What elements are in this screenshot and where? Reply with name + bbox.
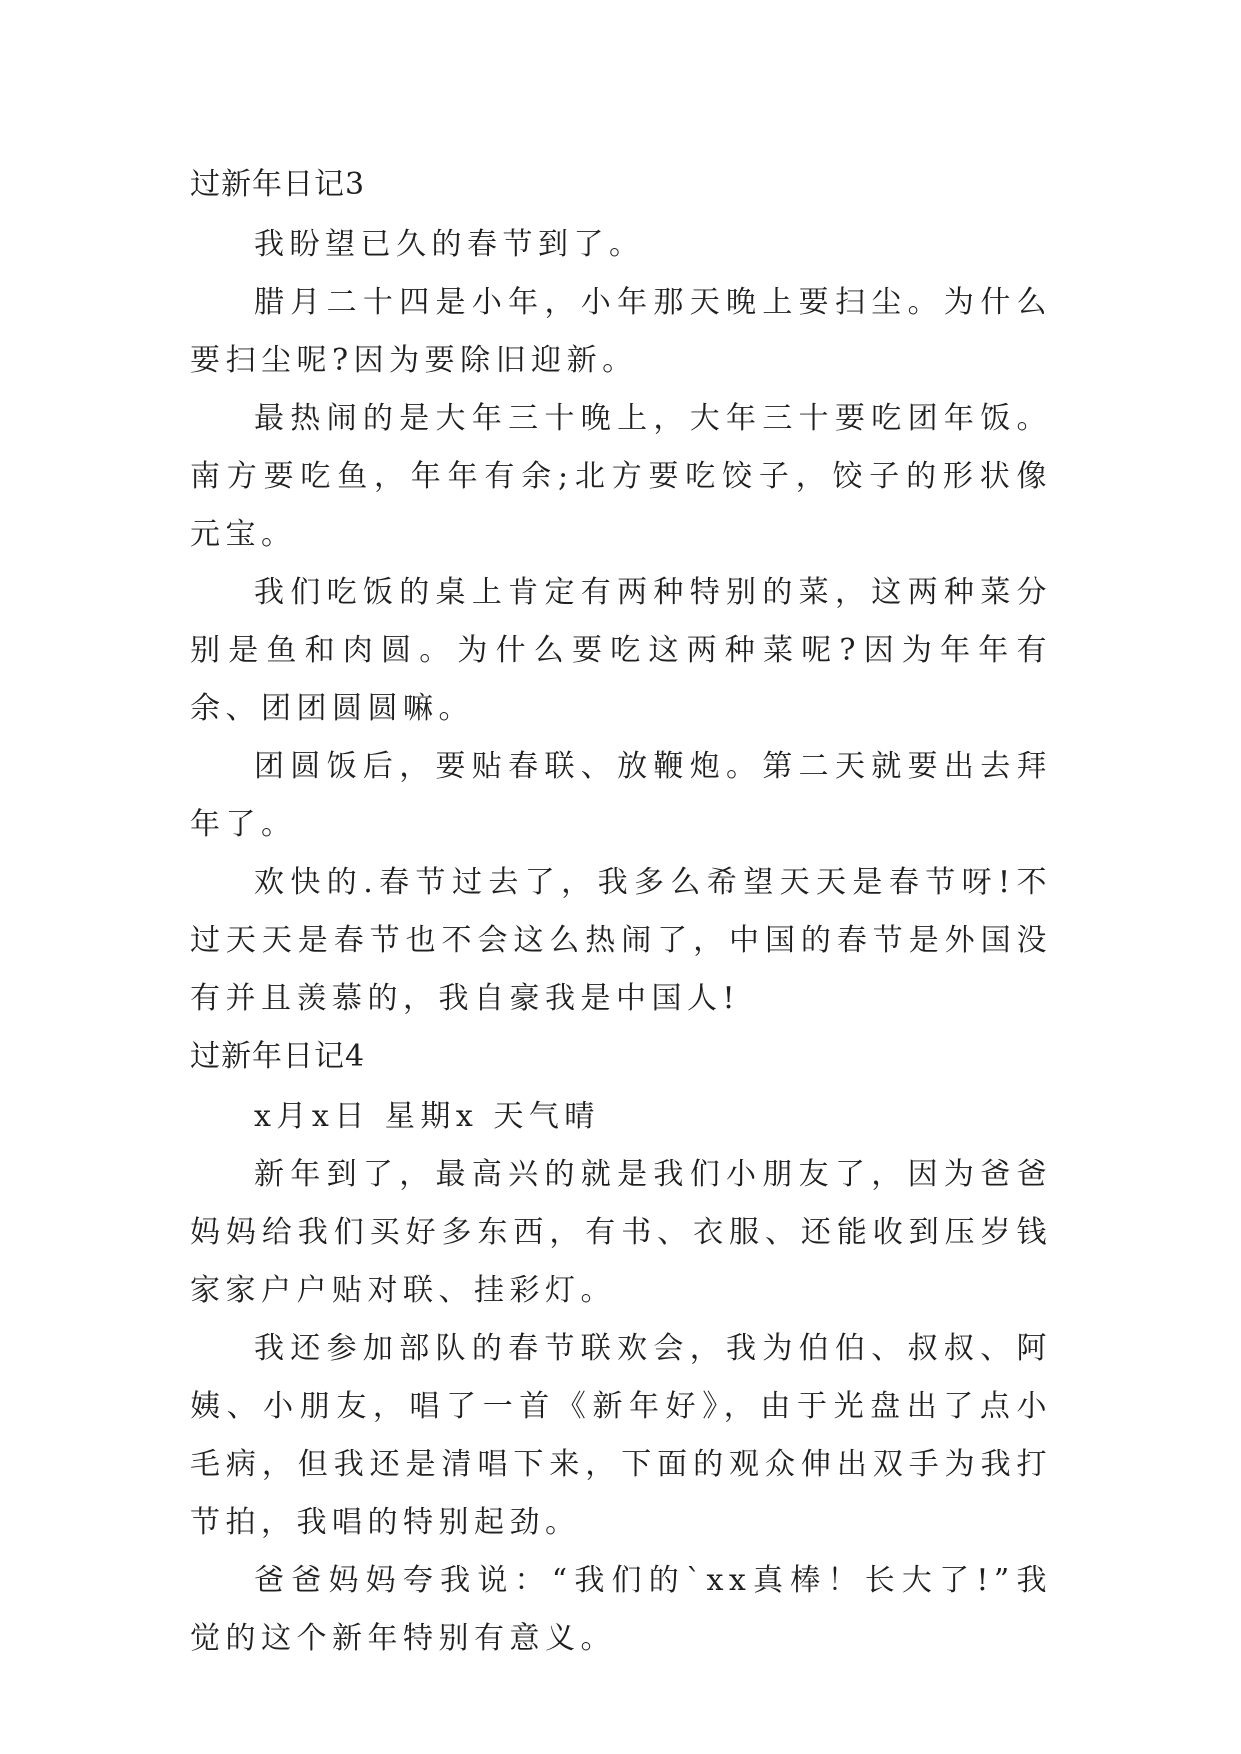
date-line: x月x日 星期x 天气晴 <box>254 1099 600 1134</box>
paragraph: 我们吃饭的桌上肯定有两种特别的菜，这两种菜分别是鱼和肉圆。为什么要吃这两种菜呢?因为年年有余、团团圆圆嘛。 <box>190 575 1052 726</box>
paragraph: 最热闹的是大年三十晚上，大年三十要吃团年饭。南方要吃鱼，年年有余;北方要吃饺子，饺子的形状像元宝。 <box>190 401 1052 552</box>
paragraph: 我盼望已久的春节到了。 <box>254 227 645 262</box>
paragraph: 腊月二十四是小年，小年那天晚上要扫尘。为什么要扫尘呢?因为要除旧迎新。 <box>190 285 1052 378</box>
paragraph: 新年到了，最高兴的就是我们小朋友了，因为爸爸妈妈给我们买好多东西，有书、衣服、还能收到压岁钱家家户户贴对联、挂彩灯。 <box>190 1157 1052 1308</box>
paragraph: 我还参加部队的春节联欢会，我为伯伯、叔叔、阿姨、小朋友，唱了一首《新年好》，由于光盘出了点小毛病，但我还是清唱下来，下面的观众伸出双手为我打节拍，我唱的特别起劲。 <box>190 1331 1052 1540</box>
paragraph: 欢快的.春节过去了，我多么希望天天是春节呀!不过天天是春节也不会这么热闹了，中国的春节是外国没有并且羡慕的，我自豪我是中国人! <box>190 865 1052 1016</box>
document-body <box>190 156 1052 1668</box>
paragraph: 爸爸妈妈夸我说：“我们的`xx真棒！长大了!”我觉的这个新年特别有意义。 <box>190 1563 1052 1656</box>
diary-section-4 <box>190 1028 1052 1668</box>
section-heading: 过新年日记3 <box>190 167 366 202</box>
diary-section-3 <box>190 156 1052 1028</box>
paragraph: 团圆饭后，要贴春联、放鞭炮。第二天就要出去拜年了。 <box>190 749 1052 842</box>
section-heading: 过新年日记4 <box>190 1039 366 1074</box>
